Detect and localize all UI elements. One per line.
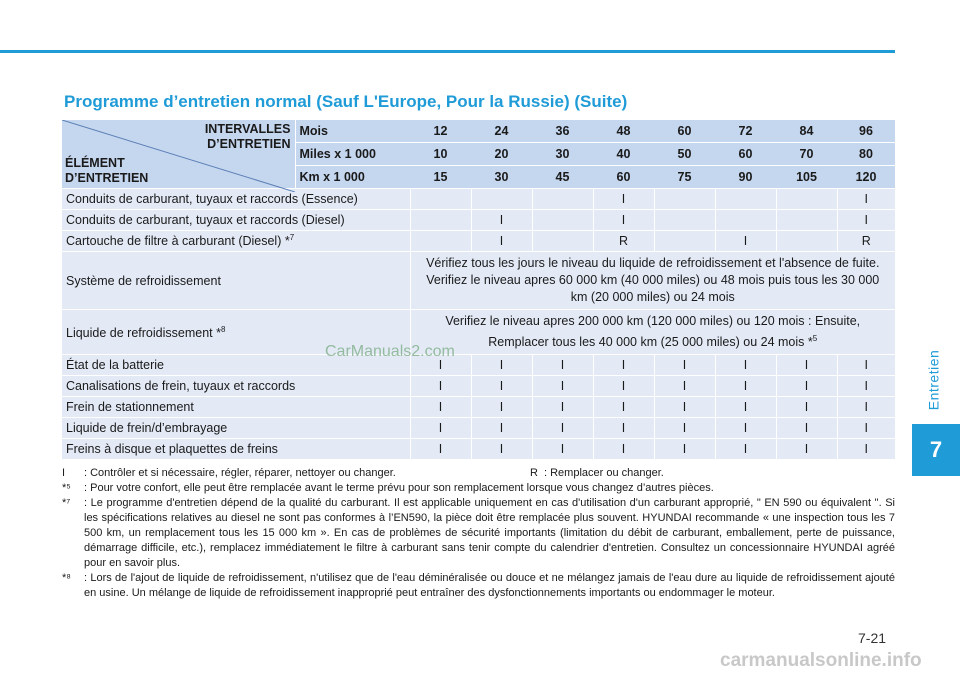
table-row <box>62 376 895 397</box>
row-label: Liquide de refroidissement *$^8$ <box>62 310 410 355</box>
interval-value: 75 <box>654 166 715 189</box>
row-label: État de la batterie <box>62 355 410 376</box>
interval-cell: I <box>410 439 471 460</box>
interval-unit: Mois <box>295 120 410 143</box>
interval-cell: I <box>715 231 776 252</box>
interval-cell: I <box>532 355 593 376</box>
interval-value: 90 <box>715 166 776 189</box>
interval-cell: I <box>410 376 471 397</box>
interval-cell: I <box>471 376 532 397</box>
interval-cell <box>776 231 837 252</box>
corner-intervals-label: INTERVALLES D’ENTRETIEN <box>204 122 291 151</box>
interval-cell: I <box>837 189 895 210</box>
interval-cell: I <box>837 418 895 439</box>
chapter-tab: 7 <box>912 424 960 476</box>
interval-value: 60 <box>593 166 654 189</box>
interval-cell: I <box>410 397 471 418</box>
row-label: Système de refroidissement <box>62 252 410 310</box>
interval-value: 45 <box>532 166 593 189</box>
interval-cell: I <box>410 418 471 439</box>
interval-cell: I <box>776 397 837 418</box>
interval-cell: I <box>593 439 654 460</box>
row-label: Cartouche de filtre à carburant (Diesel) *$^7$ <box>62 231 410 252</box>
interval-value: 50 <box>654 143 715 166</box>
interval-value: 40 <box>593 143 654 166</box>
interval-cell: I <box>654 355 715 376</box>
interval-cell <box>654 189 715 210</box>
interval-value: 80 <box>837 143 895 166</box>
table-row <box>62 231 895 252</box>
table-row <box>62 439 895 460</box>
interval-cell: I <box>776 418 837 439</box>
section-side-label: Entretien <box>925 349 942 411</box>
interval-cell: I <box>837 439 895 460</box>
interval-cell: I <box>654 418 715 439</box>
interval-cell: I <box>715 397 776 418</box>
interval-cell <box>532 189 593 210</box>
table-row <box>62 210 895 231</box>
footnote-8: *⁸ : Lors de l'ajout de liquide de refroidissement, n'utilisez que de l'eau déminéralisée ou douce et ne mélangez jamais de l'eau dure au liquide de refroidissement ajouté en usine. Un mélange de liquide de refroidissement inapproprié peut entraîner des dysfonctionnements importants ou endommager le moteur. <box>62 572 895 599</box>
interval-cell: R <box>593 231 654 252</box>
row-label: Frein de stationnement <box>62 397 410 418</box>
interval-value: 15 <box>410 166 471 189</box>
interval-cell: I <box>715 418 776 439</box>
row-label: Conduits de carburant, tuyaux et raccords (Diesel) <box>62 210 410 231</box>
legend-i-key: I <box>62 467 66 479</box>
interval-cell: I <box>837 355 895 376</box>
interval-value: 84 <box>776 120 837 143</box>
footnote-ref: 8 <box>220 324 226 334</box>
interval-unit: Miles x 1 000 <box>295 143 410 166</box>
footnote-5: *⁵ : Pour votre confort, elle peut être remplacée avant le terme prévu pour son remplacement lorsque vous changez d’autres pièces. <box>62 482 714 494</box>
table-row <box>62 252 895 310</box>
interval-cell: I <box>837 376 895 397</box>
watermark-carmanuals: CarManuals2.com <box>325 343 455 360</box>
footnote-7: *⁷ : Le programme d'entretien dépend de la qualité du carburant. Il est applicable uniquement en cas d'utilisation d'un carburant approprié, " EN 590 ou équivalent ". Si les spécifications relatives au diesel ne sont pas conformes à l’EN590, la pièce doit être remplacée plus souvent. HYUNDAI recommande « une inspection tous les 7 500 km, un remplacement tous les 15 000 km ». En cas de problèmes de sécurité importants (limitation du débit de carburant, emballement, perte de puissance, démarrage difficile, etc.), remplacez immédiatement le filtre à carburant sans tenir compte du calendrier d'entretien. Consultez un concessionnaire HYUNDAI agréé pour en savoir plus. <box>62 497 895 569</box>
interval-cell: I <box>471 231 532 252</box>
page-title: Programme d’entretien normal (Sauf L'Europe, Pour la Russie) (Suite) <box>64 92 628 111</box>
maintenance-table <box>62 120 895 460</box>
row-label: Freins à disque et plaquettes de freins <box>62 439 410 460</box>
interval-cell: I <box>776 439 837 460</box>
interval-cell: I <box>715 355 776 376</box>
footnote-ref: 7 <box>289 233 295 243</box>
interval-value: 96 <box>837 120 895 143</box>
corner-element-label: ÉLÉMENT D’ENTRETIEN <box>65 156 149 185</box>
table-row <box>62 418 895 439</box>
interval-cell: I <box>654 397 715 418</box>
interval-cell <box>532 210 593 231</box>
interval-cell: R <box>837 231 895 252</box>
interval-cell <box>715 189 776 210</box>
interval-cell: I <box>532 397 593 418</box>
row-label: Conduits de carburant, tuyaux et raccords (Essence) <box>62 189 410 210</box>
interval-cell: I <box>532 439 593 460</box>
interval-cell: I <box>593 397 654 418</box>
interval-value: 24 <box>471 120 532 143</box>
interval-value: 105 <box>776 166 837 189</box>
interval-value: 12 <box>410 120 471 143</box>
interval-value: 30 <box>532 143 593 166</box>
interval-cell: I <box>532 418 593 439</box>
interval-cell: I <box>593 418 654 439</box>
table-row <box>62 355 895 376</box>
interval-cell: I <box>593 355 654 376</box>
merged-cell: Vérifiez tous les jours le niveau du liquide de refroidissement et l'absence de fuite. Verifiez le niveau apres 60 000 km (40 000 miles) ou 48 mois puis tous les 30 000 km (20 000 miles) ou 24 mois <box>410 252 895 310</box>
interval-cell: I <box>715 439 776 460</box>
legend <box>62 466 895 481</box>
interval-cell: I <box>776 355 837 376</box>
interval-cell: I <box>715 376 776 397</box>
interval-value: 72 <box>715 120 776 143</box>
interval-value: 30 <box>471 166 532 189</box>
interval-cell: I <box>593 189 654 210</box>
interval-cell <box>410 210 471 231</box>
row-label: Liquide de frein/d’embrayage <box>62 418 410 439</box>
interval-value: 60 <box>715 143 776 166</box>
legend-r-text: : Remplacer ou changer. <box>544 467 664 479</box>
interval-cell <box>471 189 532 210</box>
table-row <box>62 310 895 355</box>
interval-cell <box>776 210 837 231</box>
interval-cell <box>532 231 593 252</box>
footnote-ref: 5 <box>812 334 818 343</box>
interval-value: 36 <box>532 120 593 143</box>
interval-value: 60 <box>654 120 715 143</box>
interval-value: 48 <box>593 120 654 143</box>
header-row <box>62 120 895 143</box>
interval-cell: I <box>654 376 715 397</box>
interval-value: 70 <box>776 143 837 166</box>
legend-i-text: : Contrôler et si nécessaire, régler, réparer, nettoyer ou changer. <box>84 467 396 479</box>
interval-cell <box>654 210 715 231</box>
watermark-site: carmanualsonline.info <box>720 650 922 671</box>
interval-cell: I <box>654 439 715 460</box>
interval-cell: I <box>837 397 895 418</box>
interval-cell <box>410 189 471 210</box>
merged-cell: Verifiez le niveau apres 200 000 km (120 000 miles) ou 120 mois : Ensuite, Remplacer tous les 40 000 km (25 000 miles) ou 24 mois *$^5$ <box>410 310 895 355</box>
interval-cell <box>654 231 715 252</box>
interval-value: 20 <box>471 143 532 166</box>
interval-unit: Km x 1 000 <box>295 166 410 189</box>
interval-cell: I <box>593 376 654 397</box>
header-rule <box>0 50 895 53</box>
interval-cell <box>776 189 837 210</box>
interval-cell: I <box>593 210 654 231</box>
interval-cell <box>715 210 776 231</box>
legend-r-key: R <box>530 467 538 479</box>
page-number: 7-21 <box>858 630 887 646</box>
table-row <box>62 397 895 418</box>
interval-cell <box>410 231 471 252</box>
interval-cell: I <box>837 210 895 231</box>
interval-cell: I <box>776 376 837 397</box>
interval-cell: I <box>471 210 532 231</box>
corner-header <box>62 120 295 189</box>
row-label: Canalisations de frein, tuyaux et raccords <box>62 376 410 397</box>
footnotes <box>62 466 895 601</box>
interval-cell: I <box>471 439 532 460</box>
interval-value: 10 <box>410 143 471 166</box>
interval-cell: I <box>532 376 593 397</box>
interval-cell: I <box>471 397 532 418</box>
interval-cell: I <box>410 355 471 376</box>
interval-cell: I <box>471 418 532 439</box>
interval-cell: I <box>471 355 532 376</box>
interval-value: 120 <box>837 166 895 189</box>
